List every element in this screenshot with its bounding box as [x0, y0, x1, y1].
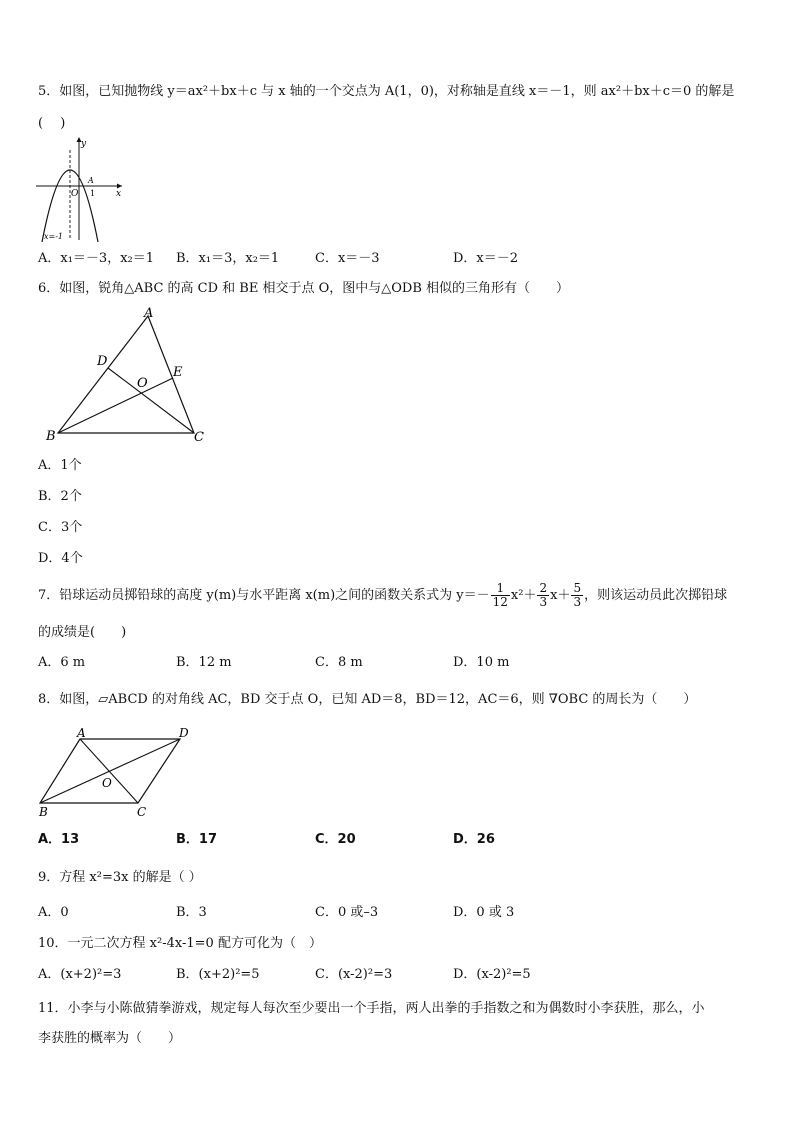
q7-fraction-2: $\frac{2}{3}$: [539, 581, 548, 609]
label-c: C: [194, 430, 204, 445]
label-point-a: A: [88, 176, 94, 185]
q10-stem: 10．一元二次方程 x²-4x-1=0 配方可化为（ ）: [38, 936, 322, 951]
q8-stem: 8．如图，▱ABCD 的对角线 AC，BD 交于点 O，已知 AD＝8，BD＝12，AC＝6，则 ∇OBC 的周长为（ ）: [38, 692, 697, 707]
q5-option-b[interactable]: B．x₁＝3，x₂＝1: [176, 251, 280, 266]
q8-option-c[interactable]: C．20: [315, 832, 356, 847]
q5-parabola-figure: [34, 136, 126, 242]
q6-stem: 6．如图，锐角△ABC 的高 CD 和 BE 相交于点 O，图中与△ODB 相似的三角形有（ ）: [38, 281, 570, 296]
label-x: x: [116, 189, 122, 199]
q8-option-b[interactable]: B．17: [176, 832, 217, 847]
q8-option-d[interactable]: D．26: [453, 832, 495, 847]
q5-stem-line1: 5．如图，已知抛物线 y＝ax²＋bx＋c 与 x 轴的一个交点为 A(1，0)，对称轴是直线 x＝－1，则 ax²＋bx＋c＝0 的解是: [38, 84, 735, 99]
label-o: O: [102, 776, 112, 790]
label-d: D: [179, 726, 189, 740]
q7-option-c[interactable]: C．8 m: [315, 655, 363, 670]
label-o: O: [137, 376, 148, 391]
label-a: A: [77, 726, 86, 740]
q5-option-d[interactable]: D．x＝－2: [453, 251, 519, 266]
label-e: E: [173, 365, 183, 380]
q5-option-a[interactable]: A．x₁＝－3，x₂＝1: [38, 251, 155, 266]
q7-stem-line1: [38, 580, 727, 612]
q7-fraction-1: $\frac{1}{12}$: [492, 581, 508, 609]
label-a: A: [144, 306, 154, 321]
q7-stem-post: ，则该运动员此次掷铅球: [584, 588, 728, 603]
q10-option-a[interactable]: A．(x+2)²=3: [38, 967, 122, 982]
q7-fraction-3: $\frac{5}{3}$: [573, 581, 582, 609]
q9-option-c[interactable]: C．0 或–3: [315, 905, 379, 920]
q5-stem-line2: ( ): [38, 116, 66, 131]
q7-option-a[interactable]: A．6 m: [38, 655, 86, 670]
label-b: B: [39, 805, 48, 819]
q10-option-d[interactable]: D．(x-2)²=5: [453, 967, 531, 982]
q6-option-d[interactable]: D．4个: [38, 551, 83, 566]
q10-option-b[interactable]: B．(x+2)²=5: [176, 967, 260, 982]
q6-option-a[interactable]: A．1个: [38, 458, 82, 473]
label-axis-eq: x=-1: [44, 232, 64, 241]
q11-stem-line1: 11．小李与小陈做猜拳游戏，规定每人每次至少要出一个手指，两人出拳的手指数之和为偶数时小李获胜，那么，小: [38, 1001, 705, 1016]
label-one: 1: [90, 189, 96, 198]
q9-option-a[interactable]: A．0: [38, 905, 69, 920]
label-c: C: [137, 805, 147, 819]
q8-parallelogram-figure: [34, 724, 196, 820]
label-y: y: [81, 139, 87, 149]
q5-option-c[interactable]: C．x＝－3: [315, 251, 380, 266]
q6-option-b[interactable]: B．2个: [38, 489, 82, 504]
q7-stem-pre: 7．铅球运动员掷铅球的高度 y(m)与水平距离 x(m)之间的函数关系式为 y＝－: [38, 588, 490, 603]
q6-triangle-figure: [38, 302, 218, 448]
q7-option-d[interactable]: D．10 m: [453, 655, 510, 670]
label-b: B: [46, 429, 56, 444]
q9-stem: 9．方程 x²=3x 的解是（ ）: [38, 870, 202, 885]
q7-stem-line2: 的成绩是( ): [38, 625, 127, 640]
q9-option-d[interactable]: D．0 或 3: [453, 905, 515, 920]
q10-option-c[interactable]: C．(x-2)²=3: [315, 967, 393, 982]
q7-stem-mid2: x＋: [550, 588, 571, 603]
q11-stem-line2: 李获胜的概率为（ ）: [38, 1031, 182, 1046]
q7-stem-mid1: x²＋: [510, 588, 537, 603]
q9-option-b[interactable]: B．3: [176, 905, 207, 920]
q7-option-b[interactable]: B．12 m: [176, 655, 232, 670]
altitude-be: [58, 378, 173, 433]
q8-option-a[interactable]: A．13: [38, 832, 80, 847]
label-d: D: [97, 354, 108, 369]
label-origin: O: [71, 189, 79, 199]
q6-option-c[interactable]: C．3个: [38, 520, 83, 535]
x-axis-arrow-icon: [117, 184, 122, 189]
